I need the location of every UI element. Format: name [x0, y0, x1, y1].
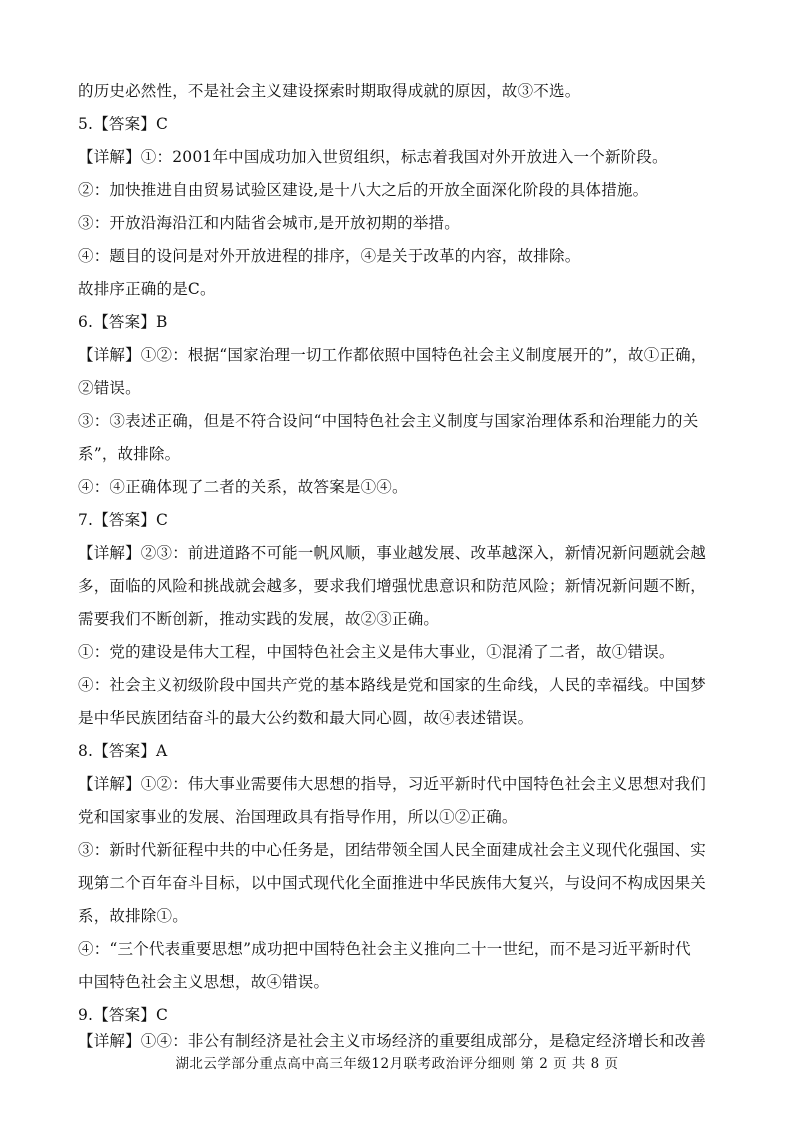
text-line: ②错误。: [78, 379, 141, 397]
text-line: ④：题目的设问是对外开放进程的排序，④是关于改革的内容，故排除。: [78, 247, 581, 265]
text-line: ③：③表述正确，但是不符合设问“中国特色社会主义制度与国家治理体系和治理能力的关: [78, 412, 699, 430]
answer-heading: 9.【答案】C: [78, 1006, 169, 1024]
text-line: 需要我们不断创新，推动实践的发展，故②③正确。: [78, 610, 440, 628]
text-line: 的历史必然性，不是社会主义建设探索时期取得成就的原因，故③不选。: [78, 82, 581, 100]
text-line: 党和国家事业的发展、治国理政具有指导作用，所以①②正确。: [78, 808, 518, 826]
text-line: ②：加快推进自由贸易试验区建设,是十八大之后的开放全面深化阶段的具体措施。: [78, 181, 649, 199]
text-line: 【详解】①④：非公有制经济是社会主义市场经济的重要组成部分，是稳定经济增长和改善: [78, 1032, 707, 1050]
text-line: ③：开放沿海沿江和内陆省会城市,是开放初期的举措。: [78, 214, 460, 232]
text-line: 故排序正确的是C。: [78, 280, 216, 298]
answer-heading: 6.【答案】B: [78, 313, 168, 331]
text-line: ④：社会主义初级阶段中国共产党的基本路线是党和国家的生命线，人民的幸福线。中国梦: [78, 676, 707, 694]
text-line: 【详解】②③：前进道路不可能一帆风顺，事业越发展、改革越深入，新情况新问题就会越: [78, 544, 707, 562]
text-line: ④：“三个代表重要思想”成功把中国特色社会主义推向二十一世纪，而不是习近平新时代: [78, 940, 691, 958]
text-line: 【详解】①：2001年中国成功加入世贸组织，标志着我国对外开放进入一个新阶段。: [78, 148, 668, 166]
answer-heading: 5.【答案】C: [78, 115, 169, 133]
text-line: 系，故排除①。: [78, 907, 188, 925]
text-line: 【详解】①②：根据“国家治理一切工作都依照中国特色社会主义制度展开的”，故①正确，: [78, 346, 707, 364]
text-line: 【详解】①②：伟大事业需要伟大思想的指导，习近平新时代中国特色社会主义思想对我们: [78, 775, 707, 793]
text-line: ③：新时代新征程中共的中心任务是，团结带领全国人民全面建成社会主义现代化强国、实: [78, 841, 707, 859]
text-line: 是中华民族团结奋斗的最大公约数和最大同心圆，故④表述错误。: [78, 709, 534, 727]
text-line: 多，面临的风险和挑战就会越多，要求我们增强忧患意识和防范风险；新情况新问题不断，: [78, 577, 707, 595]
text-line: 现第二个百年奋斗目标，以中国式现代化全面推进中华民族伟大复兴，与设问不构成因果关: [78, 874, 707, 892]
page-footer: 湖北云学部分重点高中高三年级12月联考政治评分细则 第 2 页 共 8 页: [175, 1056, 619, 1072]
text-line: 系”，故排除。: [78, 445, 181, 463]
answer-heading: 8.【答案】A: [78, 742, 168, 760]
answer-heading: 7.【答案】C: [78, 511, 169, 529]
text-line: 中国特色社会主义思想，故④错误。: [78, 973, 330, 991]
text-line: ①：党的建设是伟大工程，中国特色社会主义是伟大事业，①混淆了二者，故①错误。: [78, 643, 675, 661]
text-line: ④：④正确体现了二者的关系，故答案是①④。: [78, 478, 408, 496]
